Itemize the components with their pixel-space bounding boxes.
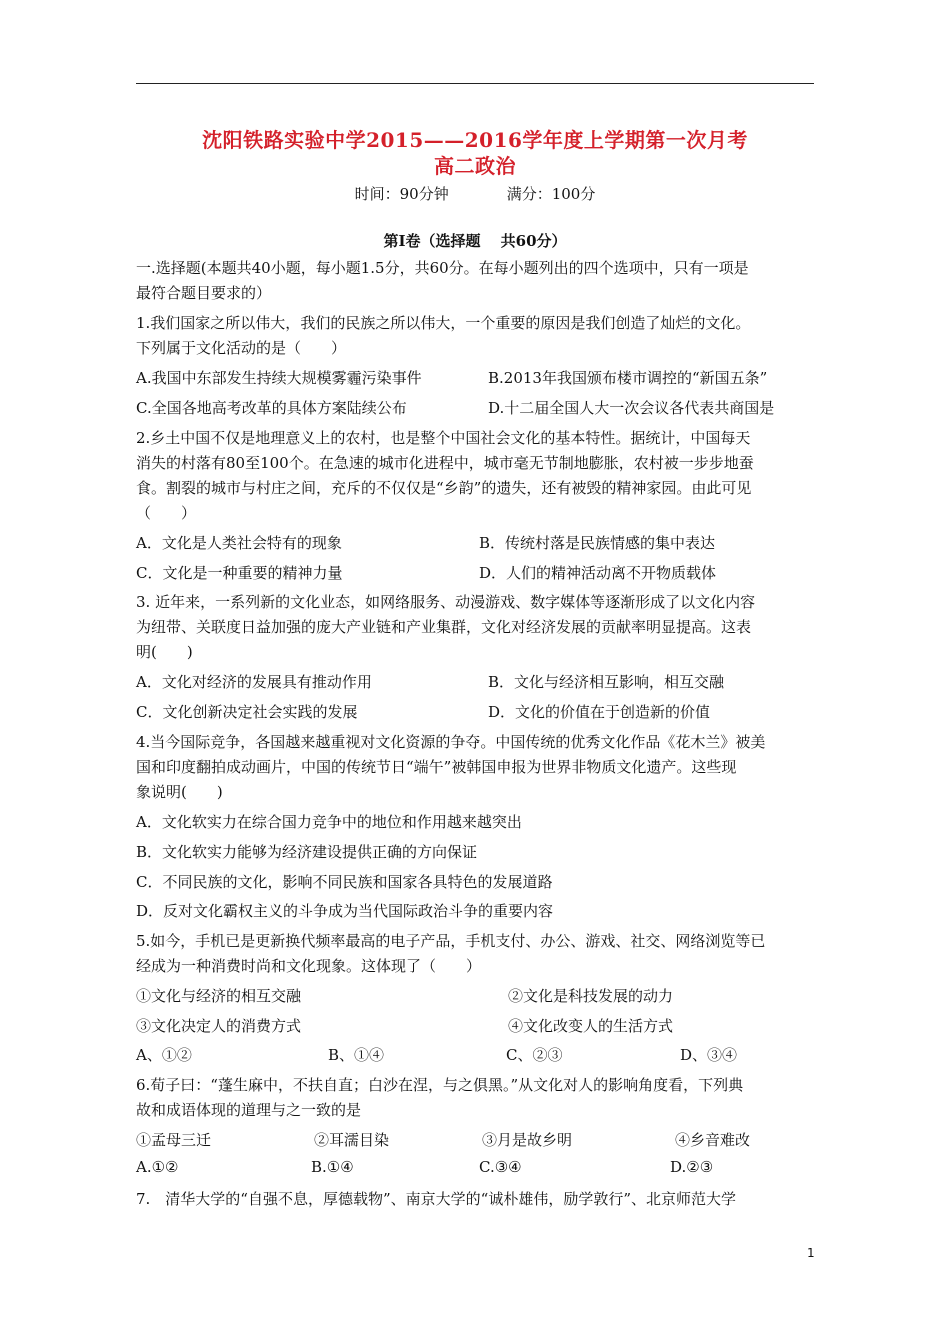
question-2-option-c: C．文化是一种重要的精神力量 <box>136 564 343 582</box>
question-5-option-a: A、①② <box>136 1046 192 1064</box>
question-6-option-c: C.③④ <box>479 1158 522 1176</box>
exam-title: 沈阳铁路实验中学2015——2016学年度上学期第一次月考 <box>202 128 748 152</box>
question-6-stem: 故和成语体现的道理与之一致的是 <box>136 1101 362 1119</box>
question-3-option-b: B．文化与经济相互影响，相互交融 <box>488 673 725 691</box>
question-6-item-2: ②耳濡目染 <box>314 1131 390 1149</box>
question-2-option-d: D．人们的精神活动离不开物质载体 <box>479 564 717 582</box>
question-5-stem: 经成为一种消费时尚和文化现象。这体现了（ ） <box>136 957 482 975</box>
question-5-item-4: ④文化改变人的生活方式 <box>508 1017 674 1035</box>
question-7-stem: 7. 清华大学的“自强不息，厚德载物”、南京大学的“诚朴雄伟，励学敦行”、北京师范大学 <box>136 1190 736 1208</box>
question-6-option-d: D.②③ <box>670 1158 714 1176</box>
question-2-stem: 消失的村落有80至100个。在急速的城市化进程中，城市毫无节制地膨胀，农村被一步步地蚕 <box>136 454 754 472</box>
question-4-option-b: B．文化软实力能够为经济建设提供正确的方向保证 <box>136 843 478 861</box>
question-2-option-b: B．传统村落是民族情感的集中表达 <box>479 534 716 552</box>
question-6-item-3: ③月是故乡明 <box>482 1131 573 1149</box>
question-4-option-d: D．反对文化霸权主义的斗争成为当代国际政治斗争的重要内容 <box>136 902 554 920</box>
question-2-stem: 食。割裂的城市与村庄之间，充斥的不仅仅是“乡韵”的遗失，还有被毁的精神家园。由此可见 <box>136 479 752 497</box>
question-6-stem: 6.荀子曰：“蓬生麻中，不扶自直；白沙在涅，与之俱黑。”从文化对人的影响角度看，下列典 <box>136 1076 744 1094</box>
question-1-option-d: D.十二届全国人大一次会议各代表共商国是 <box>488 399 775 417</box>
section-heading: 第Ⅰ卷（选择题 共60分） <box>383 232 567 250</box>
question-5-item-1: ①文化与经济的相互交融 <box>136 987 302 1005</box>
question-2-stem: （ ） <box>136 504 197 522</box>
question-5-item-3: ③文化决定人的消费方式 <box>136 1017 302 1035</box>
question-5-option-c: C、②③ <box>506 1046 563 1064</box>
question-4-option-a: A．文化软实力在综合国力竞争中的地位和作用越来越突出 <box>136 813 522 831</box>
question-1-option-a: A.我国中东部发生持续大规模雾霾污染事件 <box>136 369 422 387</box>
exam-time: 时间：90分钟 <box>354 185 449 203</box>
question-3-stem: 为纽带、关联度日益加强的庞大产业链和产业集群，文化对经济发展的贡献率明显提高。这表 <box>136 618 752 636</box>
question-5-option-d: D、③④ <box>680 1046 738 1064</box>
question-6-item-4: ④乡音难改 <box>675 1131 751 1149</box>
page-number: 1 <box>807 1246 815 1260</box>
question-3-stem: 明( ) <box>136 643 193 661</box>
question-6-item-1: ①孟母三迁 <box>136 1131 212 1149</box>
question-1-option-c: C.全国各地高考改革的具体方案陆续公布 <box>136 399 407 417</box>
question-4-stem: 象说明( ) <box>136 783 223 801</box>
question-1-option-b: B.2013年我国颁布楼市调控的“新国五条” <box>488 369 768 387</box>
section-intro-line: 一.选择题(本题共40小题，每小题1.5分，共60分。在每小题列出的四个选项中，只有一项是 <box>136 259 749 277</box>
exam-score: 满分：100分 <box>506 185 596 203</box>
exam-meta <box>0 183 950 204</box>
question-4-option-c: C．不同民族的文化，影响不同民族和国家各具特色的发展道路 <box>136 873 553 891</box>
question-3-stem: 3. 近年来，一系列新的文化业态，如网络服务、动漫游戏、数字媒体等逐渐形成了以文化内容 <box>136 593 756 611</box>
question-5-item-2: ②文化是科技发展的动力 <box>508 987 674 1005</box>
question-2-stem: 2.乡土中国不仅是地理意义上的农村，也是整个中国社会文化的基本特性。据统计，中国每天 <box>136 429 751 447</box>
question-3-option-c: C．文化创新决定社会实践的发展 <box>136 703 358 721</box>
section-intro-line: 最符合题目要求的） <box>136 284 272 302</box>
question-4-stem: 4.当今国际竞争，各国越来越重视对文化资源的争夺。中国传统的优秀文化作品《花木兰》被美 <box>136 733 766 751</box>
question-6-option-b: B.①④ <box>311 1158 354 1176</box>
question-1-stem: 1.我们国家之所以伟大，我们的民族之所以伟大，一个重要的原因是我们创造了灿烂的文化。 <box>136 314 751 332</box>
question-1-stem: 下列属于文化活动的是（ ） <box>136 339 347 357</box>
question-4-stem: 国和印度翻拍成动画片，中国的传统节日“端午”被韩国申报为世界非物质文化遗产。这些现 <box>136 758 737 776</box>
question-5-stem: 5.如今，手机已是更新换代频率最高的电子产品，手机支付、办公、游戏、社交、网络浏览等已 <box>136 932 766 950</box>
exam-subject: 高二政治 <box>434 154 516 178</box>
question-3-option-a: A．文化对经济的发展具有推动作用 <box>136 673 372 691</box>
question-3-option-d: D．文化的价值在于创造新的价值 <box>488 703 711 721</box>
question-2-option-a: A．文化是人类社会特有的现象 <box>136 534 342 552</box>
header-rule <box>136 83 814 84</box>
question-5-option-b: B、①④ <box>328 1046 385 1064</box>
question-6-option-a: A.①② <box>136 1158 179 1176</box>
